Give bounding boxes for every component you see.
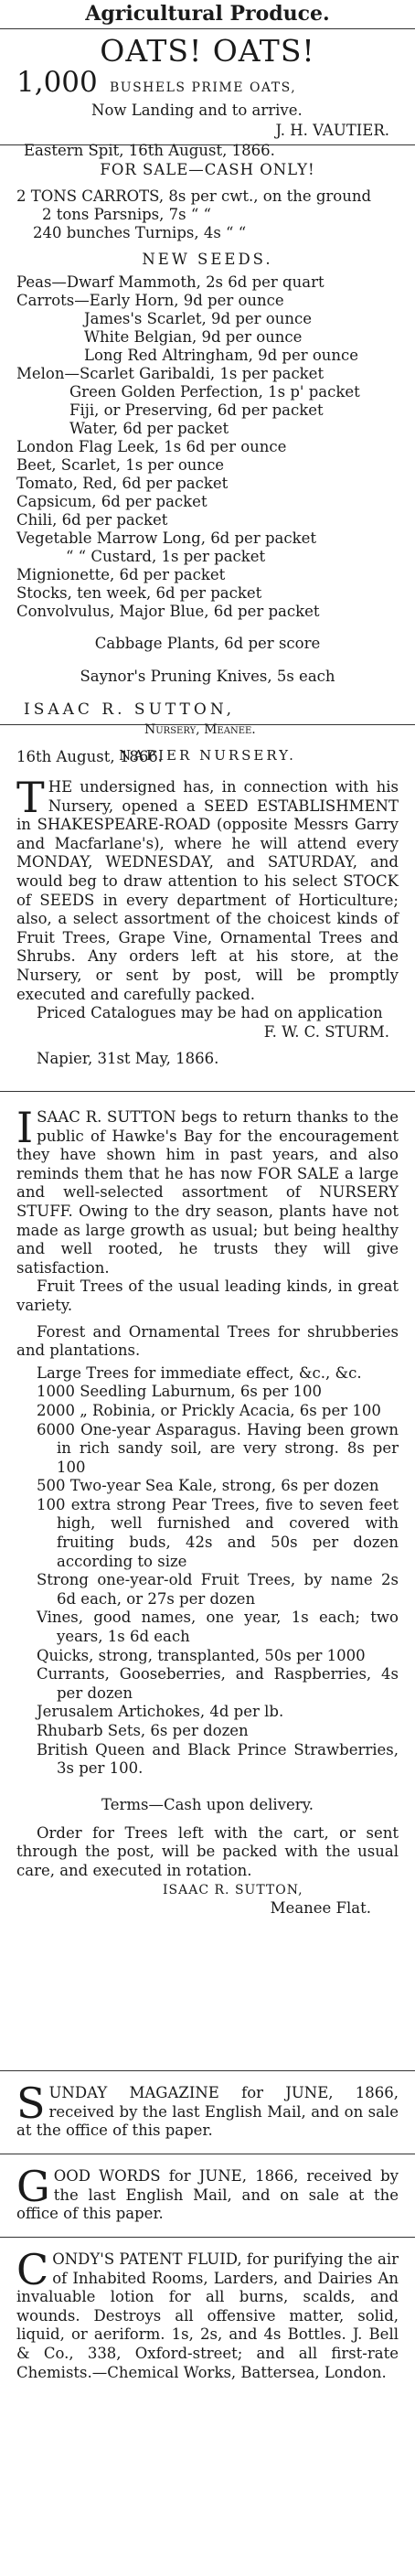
napier-body: HE undersigned has, in connection with his Nursery, opened a SEED ESTABLISHMENT in SHAKESPEARE-ROAD (opposite Messrs Garry and Macfarlane's), where he will attend every MONDAY, WEDNESDAY, and SATURDAY, and would beg to draw attention to his select STOCK of SEEDS in every department of Horticulture; also, a select assortment of the choicest kinds of Fruit Trees, Grape Vine, Ornamental Trees and Shrubs. Any orders left at his store, at the Nursery, or sent by post, will be promptly executed and carefully packed.	[16, 778, 399, 1003]
napier-catalogues: Priced Catalogues may be had on application	[37, 1004, 383, 1022]
sale-line-parsnips: 2 tons Parsnips, 7s “ “	[42, 206, 211, 223]
seed-item: Beet, Scarlet, 1s per ounce	[16, 456, 225, 474]
sutton-item: Large Trees for immediate effect, &c., &c.	[37, 1363, 362, 1382]
sutton-intro-block	[16, 1096, 399, 1277]
sutton-item: Jerusalem Artichokes, 4d per lb.	[37, 1703, 284, 1721]
pruning-knives: Saynor's Pruning Knives, 5s each	[80, 668, 335, 685]
sale-dateline: 16th August, 1866.	[16, 748, 164, 765]
sunday-magazine-advertisement	[0, 2071, 415, 2154]
seed-item: “ “ Custard, 1s per packet	[66, 548, 266, 565]
oats-quantity-rest: BUSHELS PRIME OATS,	[110, 80, 297, 95]
condys-fluid-advertisement	[0, 2238, 415, 2388]
seed-item: White Belgian, 9d per ounce	[84, 328, 303, 346]
sutton-item: 500 Two-year Sea Kale, strong, 6s per dozen	[37, 1477, 379, 1495]
seed-item: Tomato, Red, 6d per packet	[16, 475, 229, 492]
sutton-nursery-advertisement	[0, 1092, 415, 2071]
seeds-heading: NEW SEEDS.	[142, 251, 273, 268]
seed-item: James's Scarlet, 9d per ounce	[84, 310, 312, 327]
oats-quantity-line	[16, 66, 399, 101]
good-words-drop-cap: G	[16, 2162, 50, 2211]
seed-item: Long Red Altringham, 9d per ounce	[84, 347, 359, 364]
sunday-magazine-text: UNDAY MAGAZINE for JUNE, 1866, received by the last English Mail, and on sale at the office of this paper.	[16, 2084, 399, 2140]
napier-drop-cap: T	[16, 773, 45, 822]
seed-item: London Flag Leek, 1s 6d per ounce	[16, 438, 287, 455]
seed-item: Capsicum, 6d per packet	[16, 493, 208, 510]
sutton-place: Meanee Flat.	[270, 1898, 371, 1917]
seed-item: Convolvulus, Major Blue, 6d per packet	[16, 603, 320, 620]
sutton-item: Forest and Ornamental Trees for shrubberies and plantations.	[16, 1322, 399, 1360]
condys-drop-cap: C	[16, 2245, 49, 2294]
seed-item: Chili, 6d per packet	[16, 511, 168, 529]
seed-item: Water, 6d per packet	[69, 420, 229, 437]
oats-dateline: Eastern Spit, 16th August, 1866.	[24, 142, 275, 159]
sutton-item: 6000 One-year Asparagus. Having been grown in rich sandy soil, are very strong. 8s per 100	[37, 1420, 399, 1476]
sale-place: Nursery, Meanee.	[144, 722, 256, 737]
napier-nursery-advertisement	[0, 725, 415, 1092]
sale-line-turnips: 240 bunches Turnips, 4s “ “	[33, 224, 247, 241]
seed-item: Mignionette, 6d per packet	[16, 566, 226, 583]
oats-signature: J. H. VAUTIER.	[275, 122, 389, 139]
sutton-intro: SAAC R. SUTTON begs to return thanks to the public of Hawke's Bay for the encouragement they have shown him in past years, and also reminds them that he has now FOR SALE a large and well-selected assortment of NURSERY STUFF. Owing to the dry season, plants have not made as large growth as usual; but being healthy and well rooted, he trusts they will give satisfaction.	[16, 1108, 399, 1277]
good-words-advertisement	[0, 2154, 415, 2238]
sutton-terms: Terms—Cash upon delivery.	[101, 1795, 314, 1813]
sutton-order-note: Order for Trees left with the cart, or sent through the post, will be packed with the usual care, and executed in rotation.	[16, 1823, 399, 1879]
napier-heading: NAPIER NURSERY.	[119, 747, 296, 764]
sutton-item: Vines, good names, one year, 1s each; two years, 1s 6d each	[37, 1609, 399, 1646]
seed-item: Vegetable Marrow Long, 6d per packet	[16, 529, 316, 547]
sutton-item: 1000 Seedling Laburnum, 6s per 100	[37, 1383, 323, 1401]
napier-body-block	[16, 773, 399, 1004]
sutton-drop-cap: I	[16, 1103, 34, 1152]
sutton-item: 100 extra strong Pear Trees, five to seven feet high, well furnished and covered with fruiting buds, 42s and 50s per dozen according to size	[37, 1495, 399, 1570]
sale-carrots-text: 2 TONS CARROTS, 8s per cwt., on the ground	[16, 187, 372, 205]
cabbage-plants: Cabbage Plants, 6d per score	[94, 635, 321, 652]
sutton-item: Currants, Gooseberries, and Raspberries, 4s per dozen	[37, 1665, 399, 1702]
condys-fluid-text: ONDY'S PATENT FLUID, for purifying the air of Inhabited Rooms, Larders, and Dairies An invaluable lotion for all burns, scalds, and wounds. Destroys all offensive matter, solid, liquid, or aeriform. 1s, 2s, and 4s Bottles. J. Bell & Co., 338, Oxford-street; and all first-rate Chemists.—Chemical Works, Battersea, London.	[16, 2250, 399, 2381]
sutton-signature: ISAAC R. SUTTON,	[163, 1882, 303, 1897]
seed-item: Green Golden Perfection, 1s p' packet	[69, 383, 360, 401]
sale-signature: ISAAC R. SUTTON,	[24, 700, 236, 719]
sutton-item: British Queen and Black Prince Strawberries, 3s per 100.	[37, 1740, 399, 1778]
oats-quantity: 1,000	[16, 66, 98, 99]
napier-dateline: Napier, 31st May, 1866.	[37, 1049, 219, 1067]
oats-advertisement	[0, 29, 415, 159]
sale-line-carrots	[16, 187, 399, 206]
sutton-item: Fruit Trees of the usual leading kinds, in great variety.	[16, 1277, 399, 1314]
good-words-text: OOD WORDS for JUNE, 1866, received by the last English Mail, and on sale at the office of this paper.	[16, 2167, 399, 2223]
sutton-item: 2000 „ Robinia, or Prickly Acacia, 6s per 100	[37, 1401, 381, 1419]
sunday-drop-cap: S	[16, 2079, 46, 2128]
seed-item: Melon—Scarlet Garibaldi, 1s per packet	[16, 365, 325, 382]
sutton-item: Quicks, strong, transplanted, 50s per 1000	[37, 1646, 366, 1664]
sutton-item: Rhubarb Sets, 6s per dozen	[37, 1722, 249, 1739]
seed-item: Fiji, or Preserving, 6d per packet	[69, 401, 324, 419]
oats-headline: OATS! OATS!	[100, 33, 315, 69]
sutton-item: Strong one-year-old Fruit Trees, by name 2s 6d each, or 27s per dozen	[37, 1571, 399, 1608]
sale-heading: FOR SALE—CASH ONLY!	[100, 161, 315, 178]
section-title: Agricultural Produce.	[85, 2, 330, 26]
oats-landing: Now Landing and to arrive.	[91, 102, 303, 119]
seed-item: Stocks, ten week, 6d per packet	[16, 584, 262, 602]
seed-item: Carrots—Early Horn, 9d per ounce	[16, 292, 284, 309]
napier-signature: F. W. C. STURM.	[263, 1022, 389, 1041]
seed-item: Peas—Dwarf Mammoth, 2s 6d per quart	[16, 273, 325, 291]
section-header	[0, 0, 415, 29]
